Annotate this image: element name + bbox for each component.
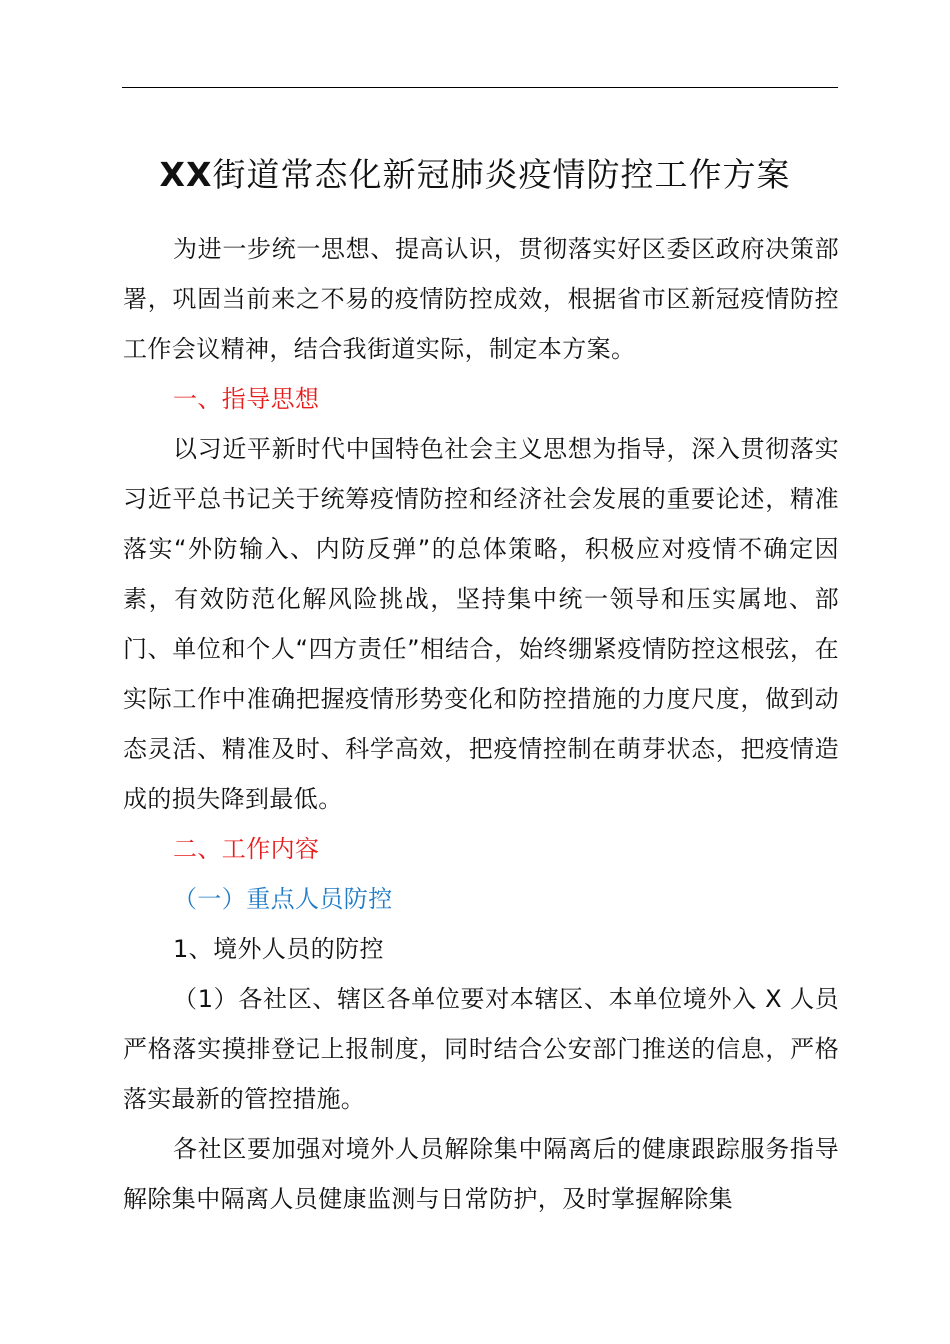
item-heading-overseas-personnel: 1、境外人员的防控 <box>173 935 384 963</box>
title-text: 街道常态化新冠肺炎疫情防控工作方案 <box>212 155 791 194</box>
section-heading-work-content: 二、工作内容 <box>173 835 320 863</box>
section-heading-guiding-ideology: 一、指导思想 <box>173 385 320 413</box>
item-paragraph-health-tracking: 各社区要加强对境外人员解除集中隔离后的健康跟踪服务指导解除集中隔离人员健康监测与日常防护，及时掌握解除集 <box>123 1135 839 1213</box>
document-body <box>123 224 839 1224</box>
section-paragraph-guiding-ideology: 以习近平新时代中国特色社会主义思想为指导，深入贯彻落实习近平总书记关于统筹疫情防控和经济社会发展的重要论述，精准落实“外防输入、内防反弹”的总体策略，积极应对疫情不确定因素，有效防范化解风险挑战，坚持集中统一领导和压实属地、部门、单位和个人“四方责任”相结合，始终绷紧疫情防控这根弦，在实际工作中准确把握疫情形势变化和防控措施的力度尺度，做到动态灵活、精准及时、科学高效，把疫情控制在萌芽状态，把疫情造成的损失降到最低。 <box>123 435 839 813</box>
item-paragraph-registration: （1）各社区、辖区各单位要对本辖区、本单位境外入 X 人员严格落实摸排登记上报制度，同时结合公安部门推送的信息，严格落实最新的管控措施。 <box>123 985 839 1113</box>
document-title <box>0 150 950 200</box>
intro-paragraph: 为进一步统一思想、提高认识，贯彻落实好区委区政府决策部署，巩固当前来之不易的疫情防控成效，根据省市区新冠疫情防控工作会议精神，结合我街道实际，制定本方案。 <box>123 235 839 363</box>
title-prefix: XX <box>159 155 213 194</box>
subsection-heading-key-personnel: （一）重点人员防控 <box>173 885 393 913</box>
header-rule <box>122 87 838 88</box>
